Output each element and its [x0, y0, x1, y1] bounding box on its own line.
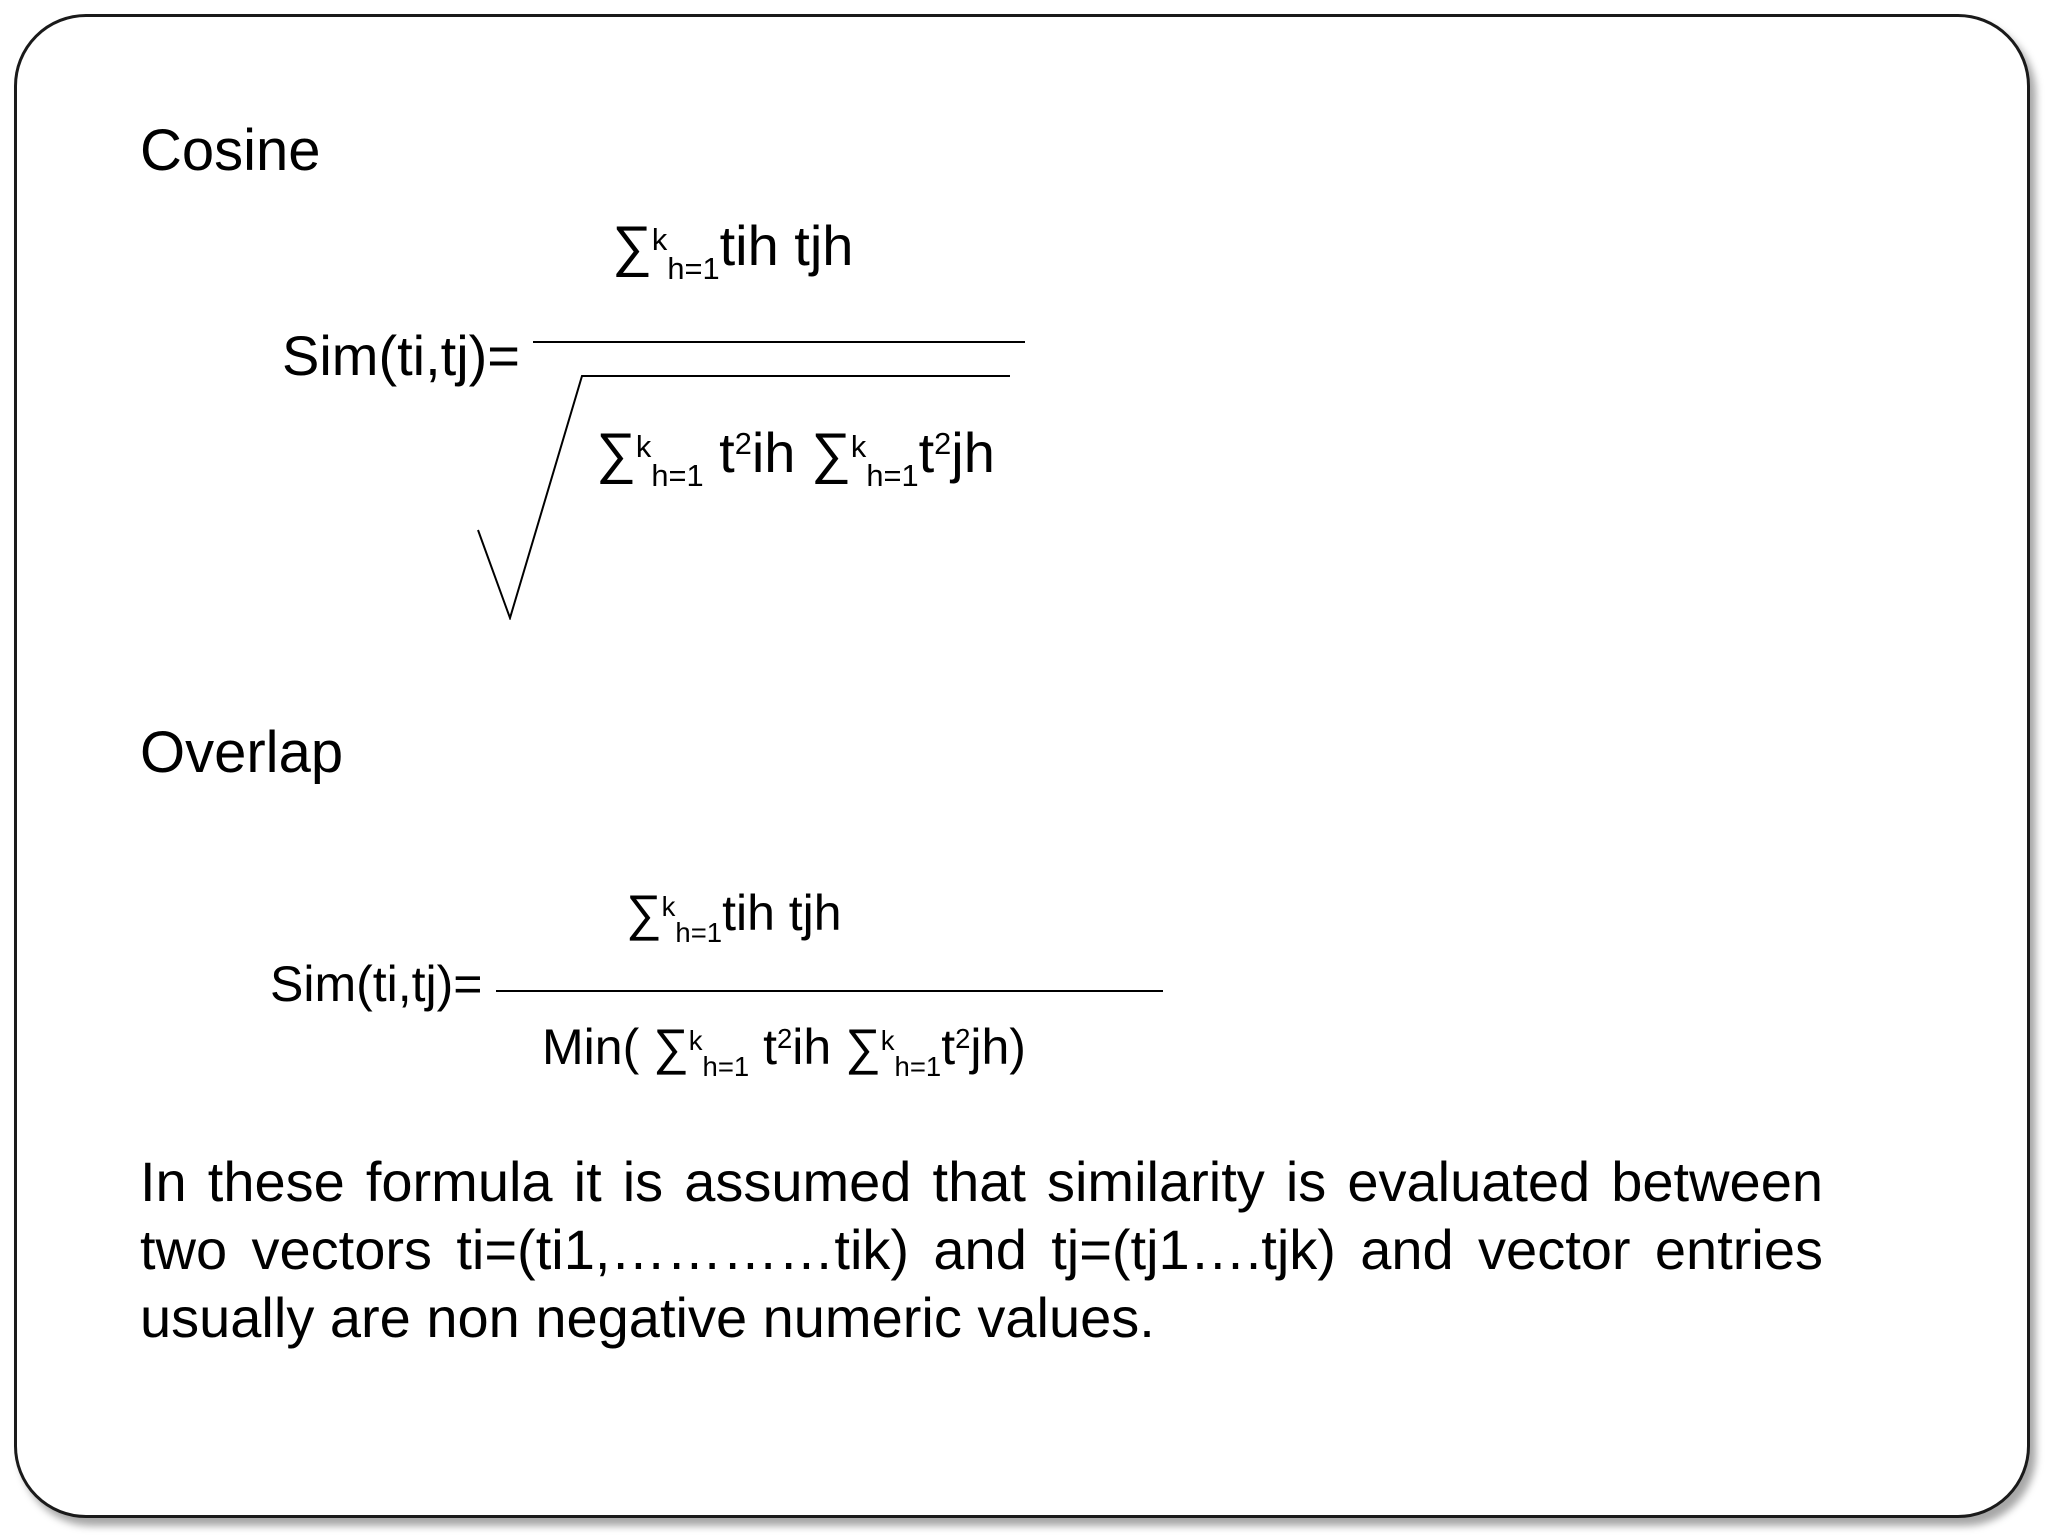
overlap-numerator — [626, 885, 842, 949]
square-root-sign — [470, 370, 1030, 620]
lower-limit: h=1 — [702, 1051, 750, 1083]
cosine-numerator — [612, 214, 854, 286]
numerator-expression: tih tjh — [719, 214, 854, 277]
upper-limit: k — [688, 1025, 703, 1057]
sigma-symbol: ∑ — [596, 421, 636, 484]
term-index: jh) — [970, 1019, 1026, 1075]
overlap-denominator — [542, 1019, 1026, 1083]
lower-limit: h=1 — [894, 1051, 942, 1083]
upper-limit: k — [850, 428, 867, 464]
sigma-symbol: ∑ — [626, 885, 662, 941]
term-index: ih — [751, 421, 796, 484]
exponent: 2 — [955, 1022, 971, 1054]
upper-limit: k — [635, 428, 652, 464]
term-t: t — [918, 421, 935, 484]
paragraph-line: In these formula it is assumed that similarity is evaluated between — [140, 1150, 1823, 1213]
cosine-fraction-bar — [533, 341, 1025, 343]
paragraph-line: two vectors ti=(ti1,…………tik) and tj=(tj1….tjk) and vector entries — [140, 1218, 1823, 1281]
overlap-fraction-bar — [496, 990, 1163, 992]
lower-limit: h=1 — [651, 457, 704, 493]
min-function: Min( — [542, 1019, 640, 1075]
numerator-expression: tih tjh — [722, 885, 842, 941]
sigma-symbol: ∑ — [811, 421, 851, 484]
lower-limit: h=1 — [675, 917, 723, 949]
cosine-lhs: Sim(ti,tj)= — [282, 324, 520, 387]
sigma-symbol: ∑ — [612, 214, 652, 277]
cosine-heading: Cosine — [140, 118, 321, 183]
exponent: 2 — [734, 425, 752, 461]
upper-limit: k — [651, 221, 668, 257]
term-index: jh — [951, 421, 995, 484]
sigma-symbol: ∑ — [845, 1019, 881, 1075]
term-t: t — [941, 1019, 956, 1075]
term-index: ih — [792, 1019, 832, 1075]
overlap-lhs: Sim(ti,tj)= — [270, 956, 483, 1012]
term-t: t — [719, 421, 735, 484]
cosine-denominator — [596, 421, 995, 493]
upper-limit: k — [880, 1025, 895, 1057]
exponent: 2 — [777, 1022, 793, 1054]
term-t: t — [763, 1019, 777, 1075]
paragraph-line: usually are non negative numeric values. — [140, 1286, 1155, 1349]
overlap-heading: Overlap — [140, 720, 344, 785]
lower-limit: h=1 — [866, 457, 919, 493]
lower-limit: h=1 — [667, 250, 720, 286]
explanation-paragraph — [140, 1148, 1823, 1352]
exponent: 2 — [934, 425, 952, 461]
upper-limit: k — [661, 891, 676, 923]
sigma-symbol: ∑ — [653, 1019, 689, 1075]
